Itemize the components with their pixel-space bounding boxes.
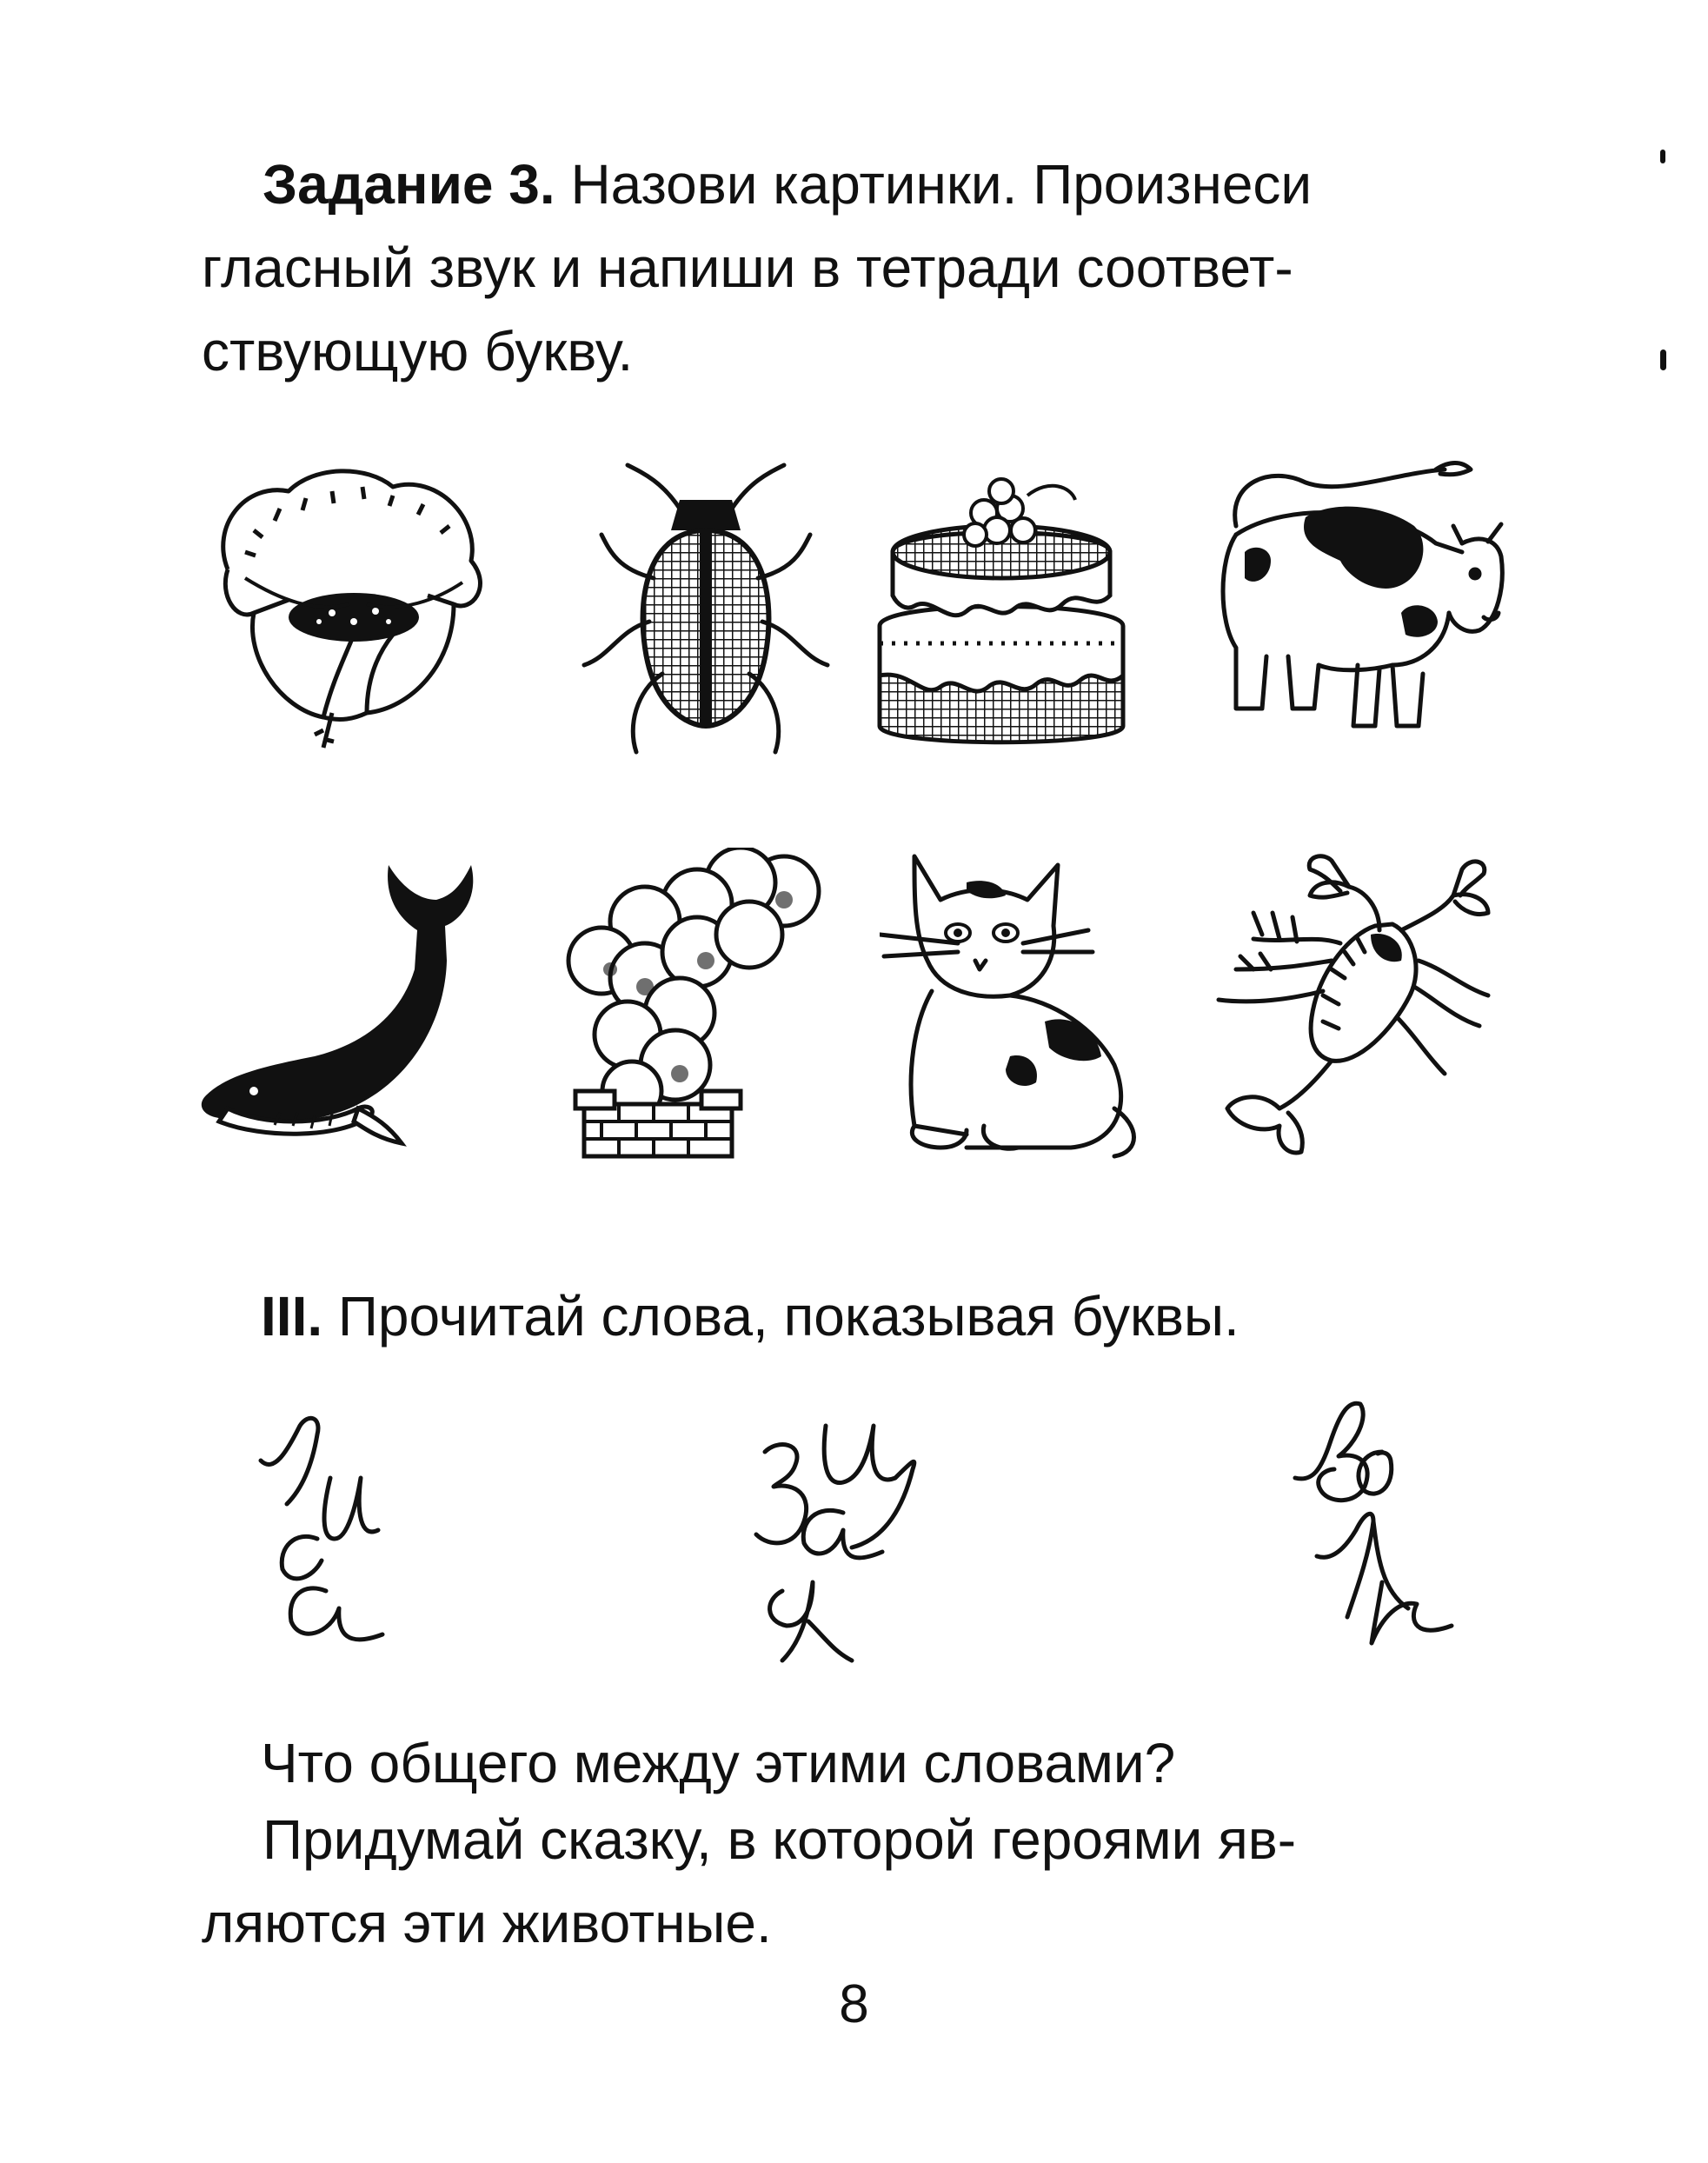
margin-mark-top — [1660, 150, 1665, 163]
picture-cow — [1201, 448, 1514, 761]
picture-crayfish — [1201, 848, 1514, 1161]
section3-text: Прочитай слова, показывая буквы. — [337, 1285, 1239, 1348]
cursive-word-2 — [730, 1391, 974, 1669]
question-text: Что общего между этими словами? — [261, 1732, 1176, 1794]
task3-text-line1: Назови картинки. Произнеси — [570, 153, 1313, 216]
cursive-volk — [1278, 1382, 1521, 1661]
story-paragraph — [202, 1798, 1558, 1965]
picture-beetle — [549, 448, 862, 761]
cursive-word-1 — [252, 1408, 495, 1687]
poppy-flower-icon — [193, 448, 506, 761]
task3-paragraph — [202, 143, 1558, 393]
cow-icon — [1201, 448, 1514, 761]
task3-line-1 — [202, 143, 1558, 226]
picture-whale — [193, 848, 506, 1161]
cursive-zayats — [730, 1391, 974, 1669]
cursive-lisa — [252, 1408, 495, 1687]
beetle-icon — [549, 448, 862, 761]
crayfish-icon — [1201, 848, 1514, 1161]
page-number: 8 — [839, 1974, 869, 2034]
picture-poppy — [193, 448, 506, 761]
section3-label: III. — [261, 1285, 323, 1348]
picture-cat — [880, 848, 1193, 1161]
cake-icon — [845, 448, 1158, 761]
cat-icon — [880, 848, 1193, 1161]
task3-text-line3: ствующую букву. — [202, 320, 634, 383]
story-line-1: Придумай сказку, в которой героями яв- — [263, 1808, 1297, 1871]
task3-label: Задание 3. — [263, 153, 555, 216]
smoke-chimney-icon — [549, 848, 862, 1161]
task3-text-line2: гласный звук и напиши в тетради соответ- — [202, 236, 1293, 299]
story-line-2: ляются эти животные. — [202, 1892, 772, 1954]
cursive-word-3 — [1278, 1382, 1521, 1661]
picture-smoke — [549, 848, 862, 1161]
section3-heading — [261, 1275, 1239, 1358]
picture-cake — [845, 448, 1158, 761]
whale-icon — [193, 848, 506, 1161]
margin-mark-bottom — [1660, 349, 1666, 370]
